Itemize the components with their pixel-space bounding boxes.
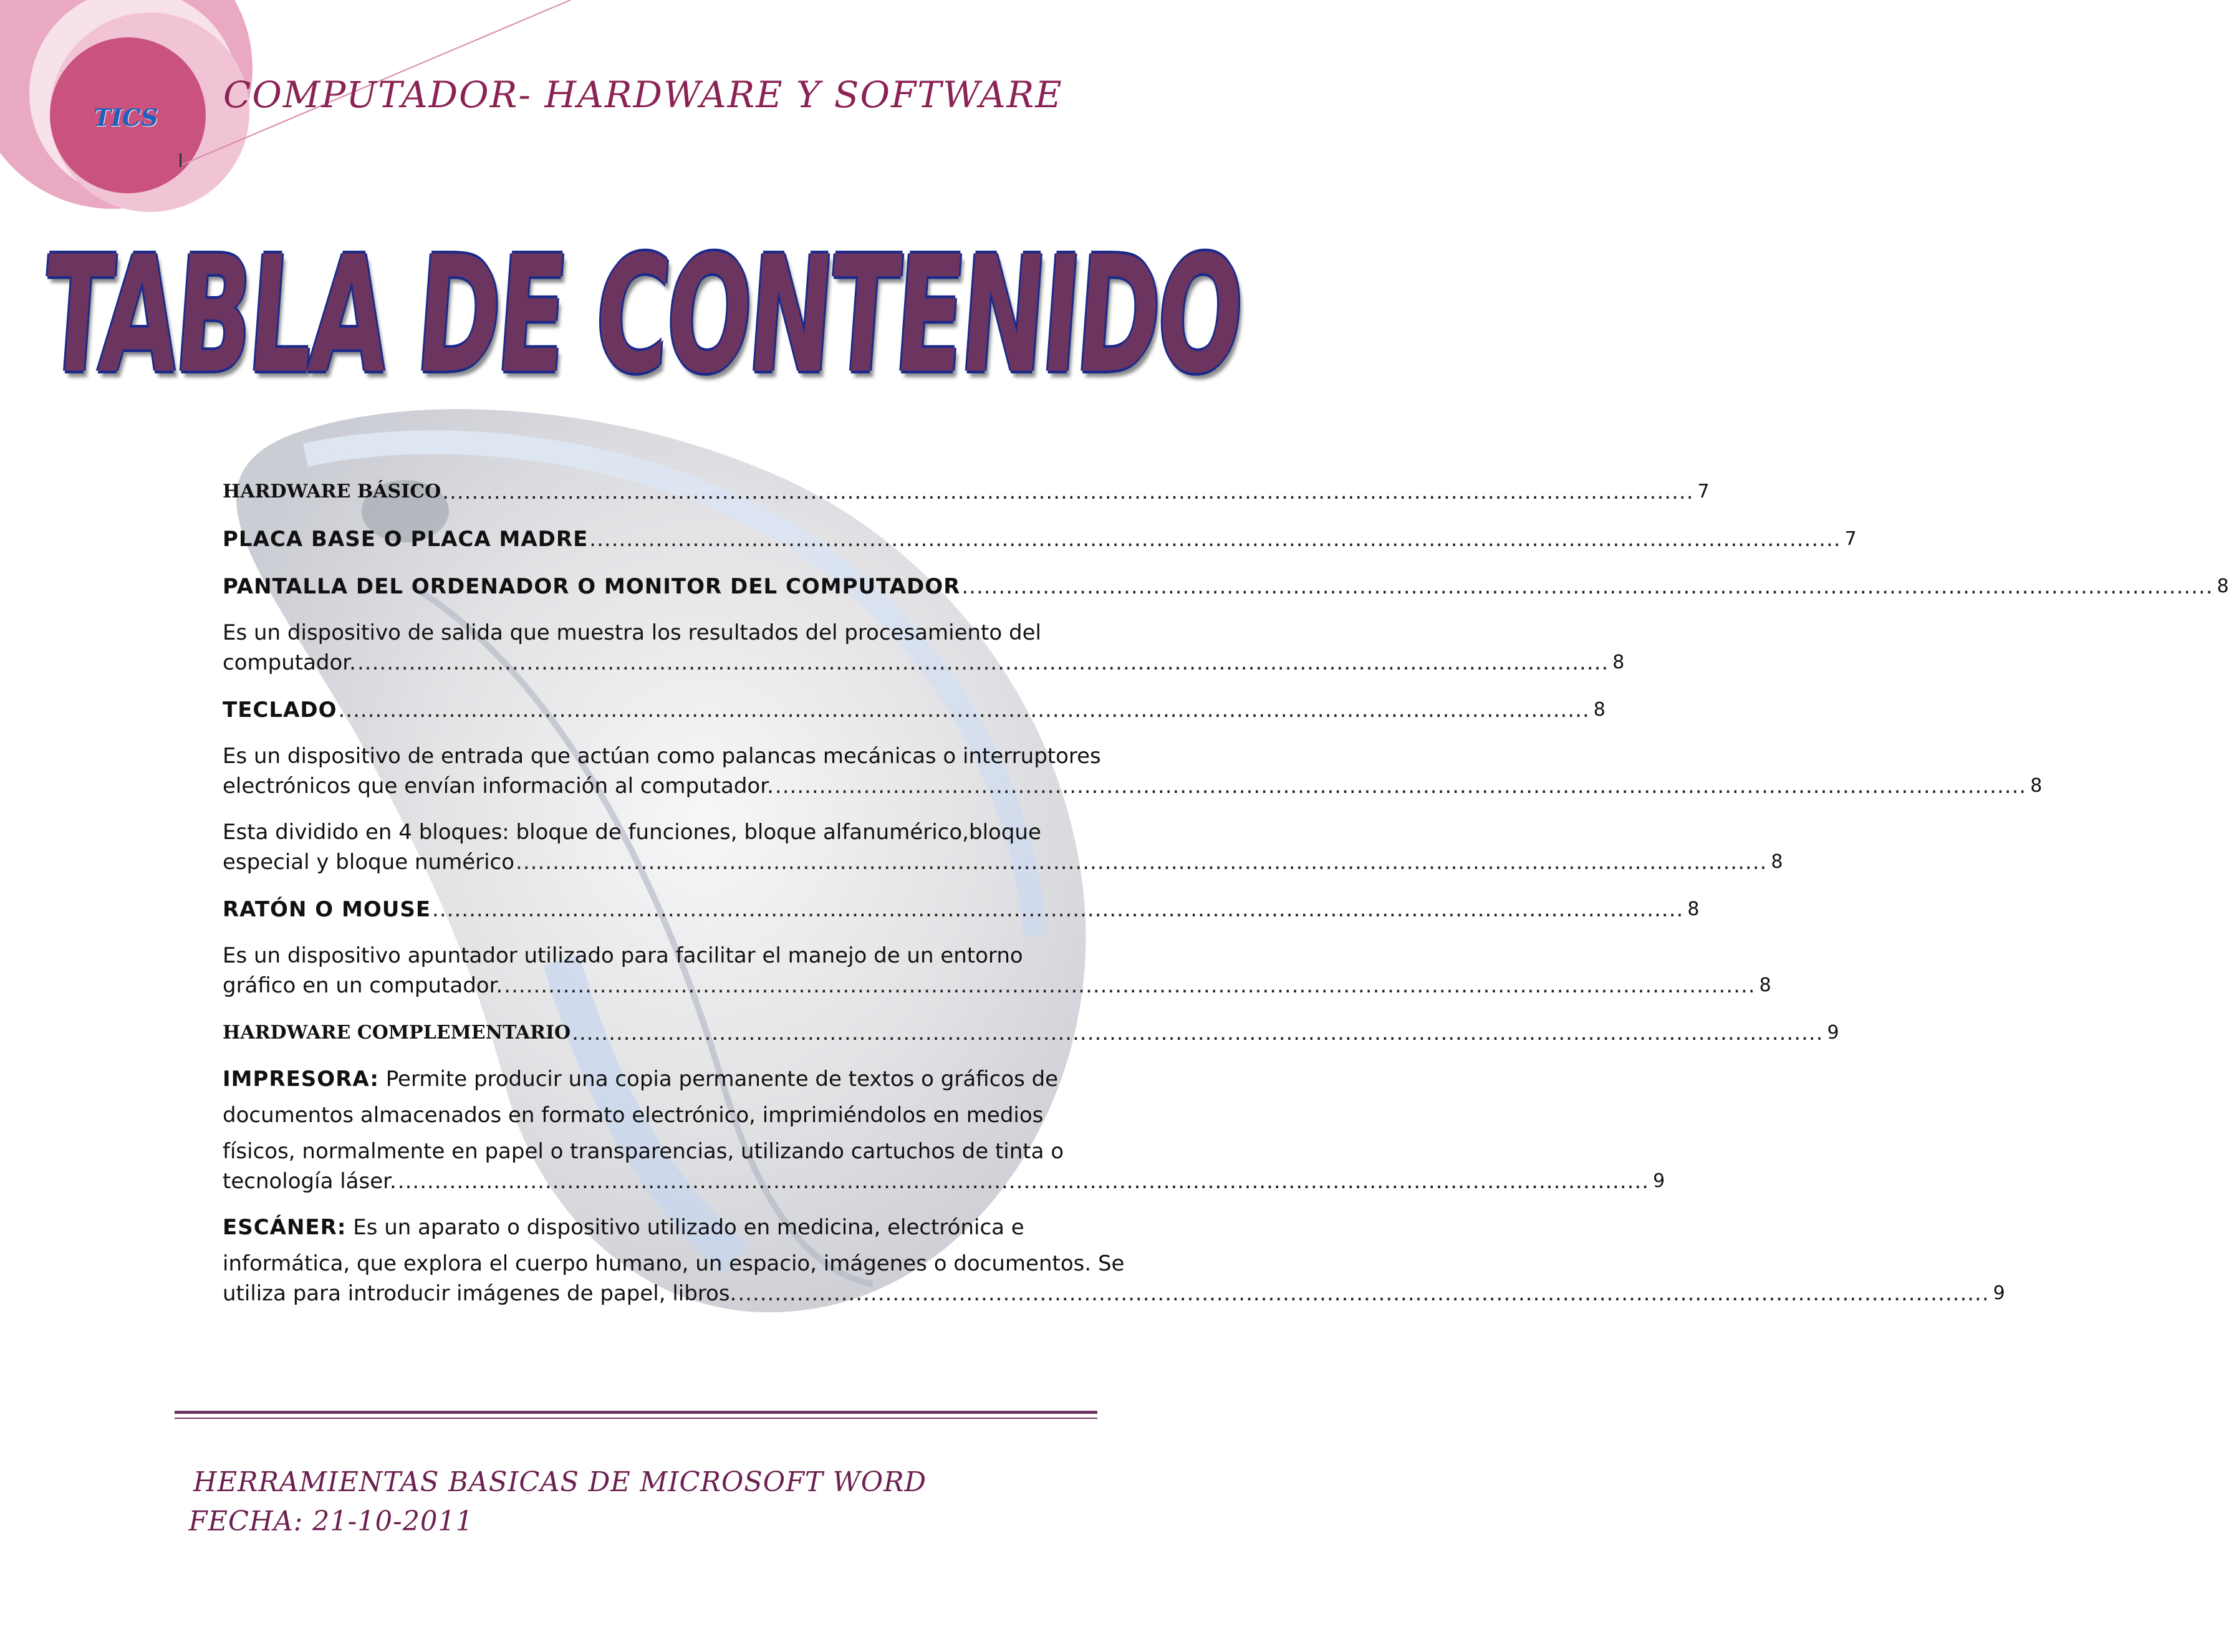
toc-entry-line: Es un dispositivo apuntador utilizado para facilitar el manejo de un entorno xyxy=(223,943,1023,968)
toc-page-number: 8 xyxy=(1612,651,1625,673)
footer-rule-thick xyxy=(175,1411,1097,1414)
toc-entry-line: documentos almacenados en formato electrónico, imprimiéndolos en medios xyxy=(223,1103,1044,1128)
toc-leader-dots: .......................................................................................................................................................................... xyxy=(516,850,1768,875)
toc-entry-text: computador. xyxy=(223,650,356,675)
toc-entry-text: HARDWARE COMPLEMENTARIO xyxy=(223,1022,571,1044)
toc-entry-line: Es un aparato o dispositivo utilizado en medicina, electrónica e xyxy=(346,1215,1024,1240)
toc-entry-line: Es un dispositivo de salida que muestra los resultados del procesamiento del xyxy=(223,620,1041,645)
toc-leader-dots: .......................................................................................................................................................................... xyxy=(589,527,1841,552)
toc-entry-pantalla[interactable] xyxy=(223,574,2229,599)
toc-entry-line: informática, que explora el cuerpo humano, un espacio, imágenes o documentos. Se xyxy=(223,1251,1125,1276)
table-of-contents xyxy=(223,479,2229,1306)
toc-entry-bloques[interactable] xyxy=(223,814,1783,875)
toc-entry-text: especial y bloque numérico xyxy=(223,850,515,875)
toc-entry-raton[interactable] xyxy=(223,897,1700,922)
toc-leader-dots: .......................................................................................................................................................................... xyxy=(442,479,1694,504)
toc-page-number: 9 xyxy=(1827,1022,1839,1044)
toc-entry-line: físicos, normalmente en papel o transparencias, utilizando cartuchos de tinta o xyxy=(223,1139,1064,1164)
toc-entry-line: Permite producir una copia permanente de textos o gráficos de xyxy=(378,1067,1059,1092)
toc-entry-text: PLACA BASE O PLACA MADRE xyxy=(223,527,589,552)
toc-page-number: 8 xyxy=(1771,851,1783,873)
toc-leader-dots: .......................................................................................................................................................................... xyxy=(961,574,2213,599)
toc-entry-teclado-desc[interactable] xyxy=(223,738,2043,799)
toc-page-number: 7 xyxy=(1697,481,1710,502)
toc-entry-impresora[interactable] xyxy=(223,1061,1665,1194)
header-badge: TICS xyxy=(94,103,158,132)
toc-entry-line: Esta dividido en 4 bloques: bloque de funciones, bloque alfanumérico,bloque xyxy=(223,820,1041,845)
toc-page-number: 8 xyxy=(1593,699,1606,721)
toc-page-number: 8 xyxy=(1759,974,1771,996)
toc-entry-text: TECLADO xyxy=(223,698,337,723)
toc-page-number: 8 xyxy=(1687,898,1700,920)
toc-leader-dots: .......................................................................................................................................................................... xyxy=(738,1281,1990,1306)
cursor-mark xyxy=(180,153,181,167)
toc-entry-text: PANTALLA DEL ORDENADOR O MONITOR DEL COMPUTADOR xyxy=(223,574,961,599)
toc-page-number: 8 xyxy=(2030,775,2043,797)
toc-entry-text: gráfico en un computador. xyxy=(223,973,503,998)
toc-leader-dots: .......................................................................................................................................................................... xyxy=(397,1169,1650,1194)
toc-leader-dots: .......................................................................................................................................................................... xyxy=(338,698,1590,723)
toc-entry-text: utiliza para introducir imágenes de papel, libros. xyxy=(223,1281,737,1306)
header-title: COMPUTADOR- HARDWARE Y SOFTWARE xyxy=(223,74,1063,116)
toc-leader-dots: .......................................................................................................................................................................... xyxy=(774,774,2027,799)
toc-entry-text: RATÓN O MOUSE xyxy=(223,897,431,922)
toc-leader-dots: .......................................................................................................................................................................... xyxy=(572,1020,1824,1045)
footer-rule-thin xyxy=(175,1418,1097,1419)
toc-page-number: 8 xyxy=(2217,575,2229,597)
toc-entry-raton-desc[interactable] xyxy=(223,938,1771,998)
toc-leader-dots: .......................................................................................................................................................................... xyxy=(432,897,1684,922)
toc-entry-pantalla-desc[interactable] xyxy=(223,615,1625,675)
page-title-text: TABLA DE CONTENIDO xyxy=(37,221,1247,409)
toc-entry-lead: IMPRESORA: xyxy=(223,1067,379,1092)
page-title xyxy=(37,221,1247,409)
toc-page-number: 9 xyxy=(1653,1170,1665,1192)
toc-entry-lead: ESCÁNER: xyxy=(223,1215,347,1240)
toc-entry-teclado[interactable] xyxy=(223,698,1606,723)
toc-entry-escaner[interactable] xyxy=(223,1209,2005,1306)
toc-entry-text: HARDWARE BÁSICO xyxy=(223,481,441,502)
toc-entry-text: electrónicos que envían información al computador. xyxy=(223,774,774,799)
toc-leader-dots: .......................................................................................................................................................................... xyxy=(357,650,1609,675)
toc-entry-hardware-basico[interactable] xyxy=(223,479,1710,504)
footer-line-1: HERRAMIENTAS BASICAS DE MICROSOFT WORD xyxy=(193,1466,927,1498)
toc-entry-hardware-complementario[interactable] xyxy=(223,1020,1839,1045)
toc-entry-placa-base[interactable] xyxy=(223,527,1857,552)
toc-page-number: 7 xyxy=(1844,528,1857,550)
toc-entry-line: Es un dispositivo de entrada que actúan como palancas mecánicas o interruptores xyxy=(223,744,1101,769)
toc-entry-text: tecnología láser. xyxy=(223,1169,397,1194)
toc-leader-dots: .......................................................................................................................................................................... xyxy=(504,973,1756,998)
footer-line-2: FECHA: 21-10-2011 xyxy=(188,1506,474,1537)
toc-page-number: 9 xyxy=(1993,1282,2005,1304)
